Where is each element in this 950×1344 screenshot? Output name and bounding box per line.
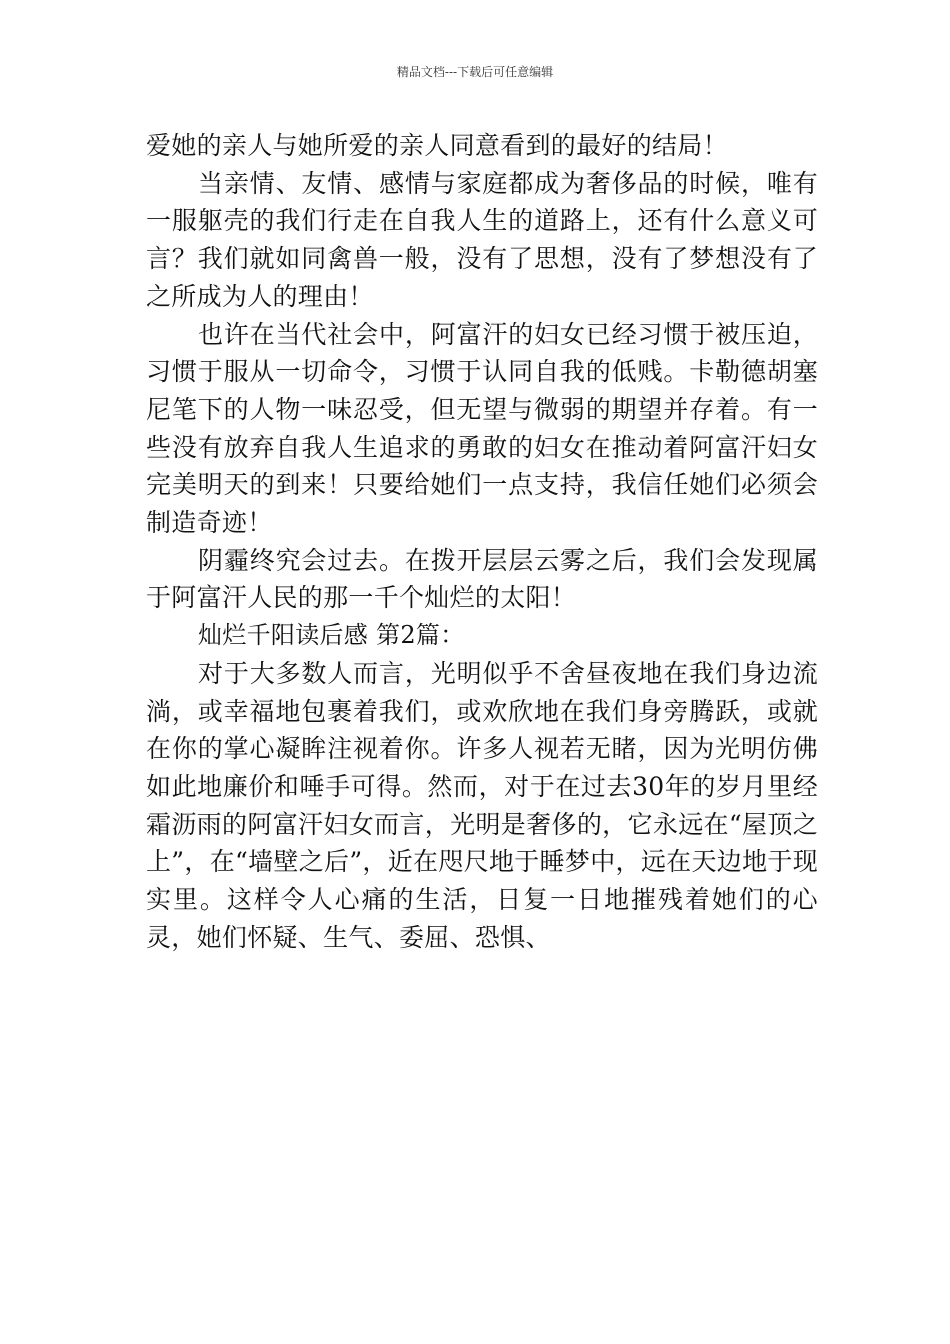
paragraph-3: 也许在当代社会中，阿富汗的妇女已经习惯于被压迫，习惯于服从一切命令，习惯于认同自我的低贱。卡勒德胡塞尼笔下的人物一味忍受，但无望与微弱的期望并存着。有一些没有放弃自我人生追求的勇敢的妇女在推动着阿富汗妇女完美明天的到来！只要给她们一点支持，我信任她们必须会制造奇迹！ — [146, 319, 818, 538]
page-header: 精品文档---下载后可任意编辑 — [396, 65, 554, 79]
document-body — [146, 127, 818, 956]
paragraph-1: 爱她的亲人与她所爱的亲人同意看到的最好的结局！ — [146, 131, 728, 160]
section-heading: 灿烂千阳读后感 第2篇： — [198, 621, 465, 650]
paragraph-5: 对于大多数人而言，光明似乎不舍昼夜地在我们身边流淌，或幸福地包裹着我们，或欢欣地在我们身旁腾跃，或就在你的掌心凝眸注视着你。许多人视若无睹，因为光明仿佛如此地廉价和唾手可得。然而，对于在过去30年的岁月里经霜沥雨的阿富汗妇女而言，光明是奢侈的，它永远在“屋顶之上”，在“墙壁之后”，近在咫尺地于睡梦中，远在天边地于现实里。这样令人心痛的生活，日复一日地摧残着她们的心灵，她们怀疑、生气、委屈、恐惧、 — [146, 658, 818, 952]
paragraph-4: 阴霾终究会过去。在拨开层层云雾之后，我们会发现属于阿富汗人民的那一千个灿烂的太阳！ — [146, 545, 818, 613]
paragraph-2: 当亲情、友情、感情与家庭都成为奢侈品的时候，唯有一服躯壳的我们行走在自我人生的道路上，还有什么意义可言？我们就如同禽兽一般，没有了思想，没有了梦想没有了之所成为人的理由！ — [146, 168, 818, 311]
